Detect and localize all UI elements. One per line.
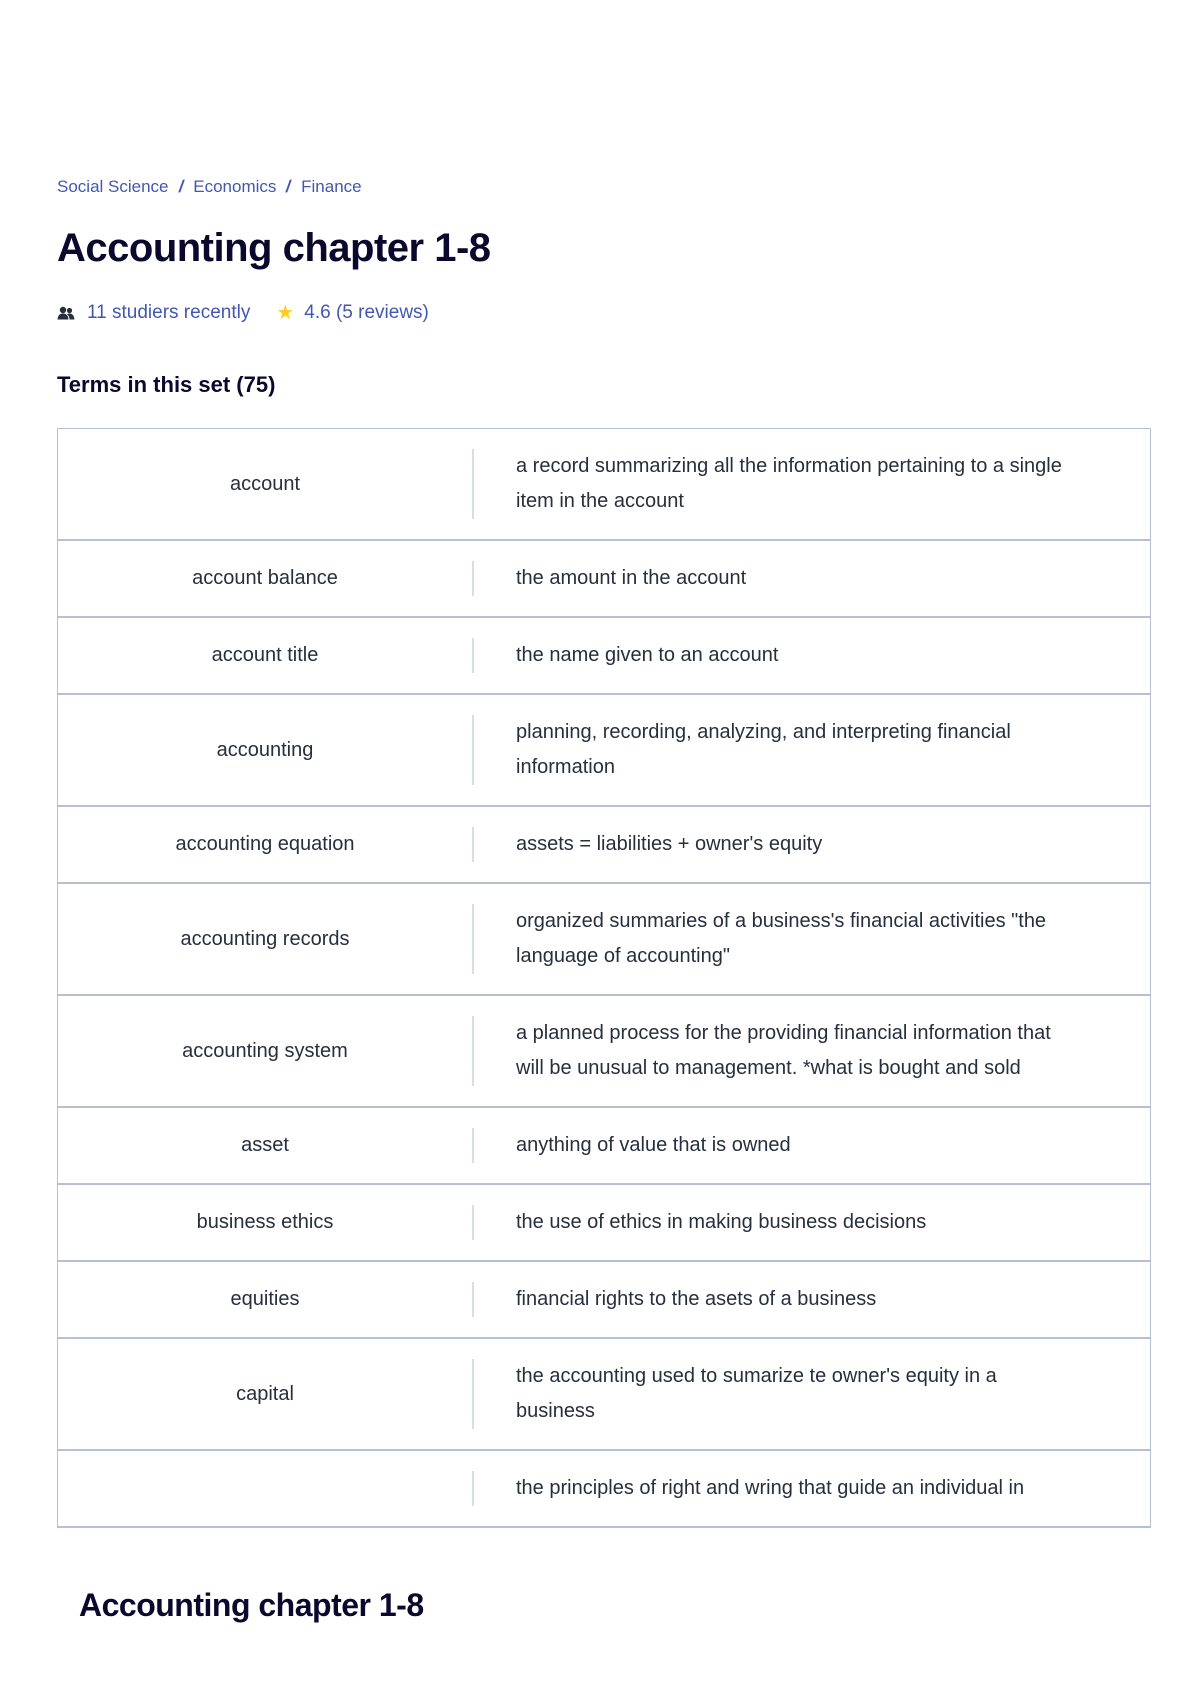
breadcrumb-link-social-science[interactable]: Social Science [57,177,169,196]
term-card[interactable] [57,694,1151,807]
terms-list [57,428,1151,1562]
term-text: equities [230,1288,300,1310]
term-text: accounting equation [175,833,355,855]
term-card[interactable] [57,428,1151,541]
term-card[interactable] [57,540,1151,618]
term-card[interactable] [57,883,1151,996]
term-card[interactable] [57,1107,1151,1185]
term-text: asset [241,1134,289,1156]
definition-text: the principles of right and wring that guide an individual in [516,1477,1025,1499]
term-card[interactable] [57,1450,1151,1528]
definition-text: the amount in the account [516,567,747,589]
term-text: accounting [216,738,314,761]
definition-text: the name given to an account [516,644,779,666]
page-title: Accounting chapter 1-8 [57,226,491,270]
definition-text: assets = liabilities + owner's equity [516,833,823,855]
terms-heading: Terms in this set (75) [57,372,276,397]
term-card[interactable] [57,806,1151,884]
people-icon [57,306,75,320]
term-text: business ethics [196,1211,334,1233]
definition-text: planning, recording, analyzing, and interpreting financial information [516,721,1011,778]
term-card[interactable] [57,1338,1151,1451]
definition-text: financial rights to the asets of a business [516,1288,877,1310]
term-text: accounting records [180,927,350,950]
definition-text: a planned process for the providing financial information that will be unusual to management. *what is bought and sold [516,1022,1051,1079]
footer-title: Accounting chapter 1-8 [79,1587,424,1623]
definition-text: the accounting used to sumarize te owner's equity in a business [516,1365,997,1422]
star-icon: ★ [276,302,295,324]
breadcrumb-link-economics[interactable]: Economics [193,177,277,196]
studiers-count[interactable]: 11 studiers recently [87,301,251,323]
breadcrumb-link-finance[interactable]: Finance [301,177,362,196]
term-card[interactable] [57,995,1151,1108]
term-text: accounting system [182,1039,348,1062]
term-card[interactable] [57,1261,1151,1339]
term-text: account [229,472,301,495]
term-text: account balance [192,567,338,589]
definition-text: anything of value that is owned [516,1134,791,1156]
term-card[interactable] [57,617,1151,695]
breadcrumb-separator: / [284,177,293,196]
definition-text: organized summaries of a business's financial activities "the language of accounting" [516,910,1047,967]
term-card[interactable] [57,1184,1151,1262]
breadcrumb [57,177,362,197]
set-stats [57,300,429,325]
definition-text: a record summarizing all the information pertaining to a single item in the account [516,455,1062,512]
breadcrumb-separator: / [176,177,186,196]
rating-reviews[interactable]: 4.6 (5 reviews) [304,301,429,323]
term-text: capital [236,1382,294,1405]
term-text: account title [211,644,319,666]
definition-text: the use of ethics in making business decisions [516,1211,927,1233]
